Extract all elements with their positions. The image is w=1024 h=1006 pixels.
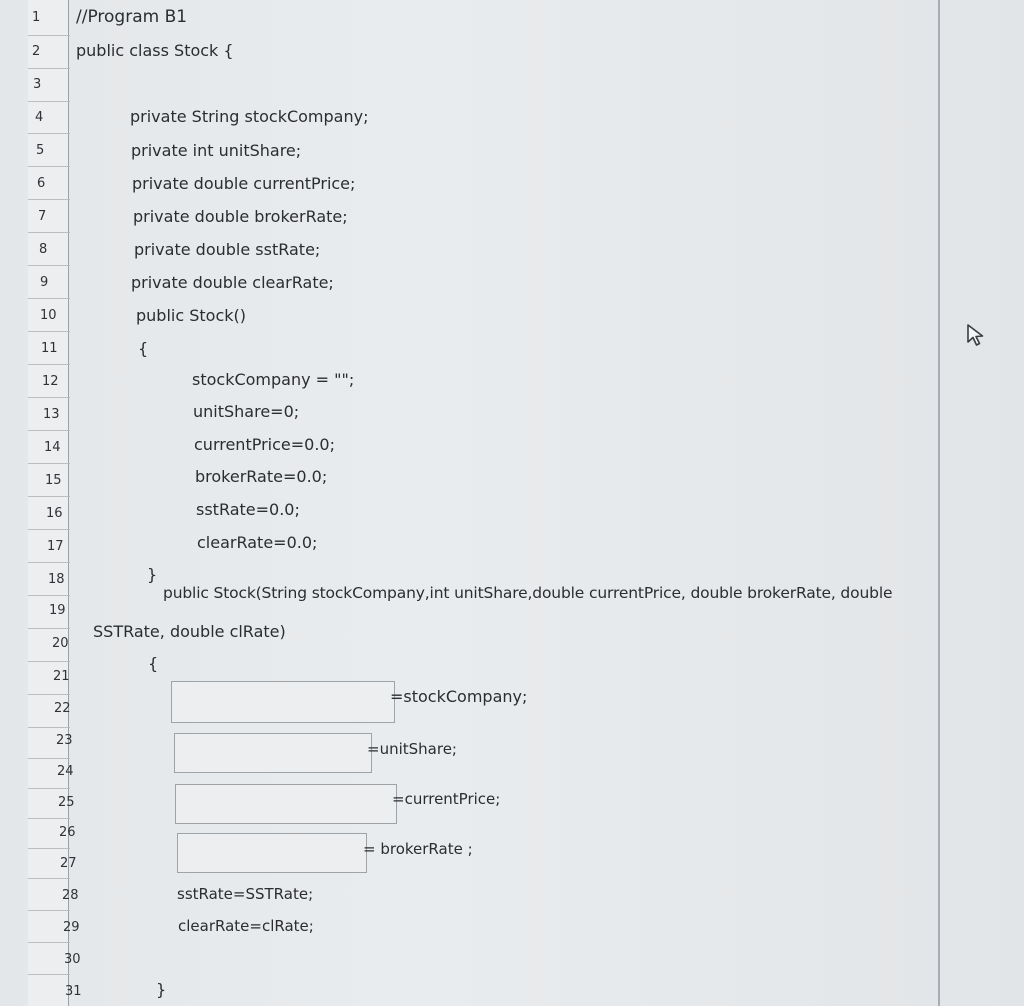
code-line-field: private double brokerRate; xyxy=(133,207,348,226)
line-number: 6 xyxy=(37,176,46,191)
line-number: 11 xyxy=(41,341,58,356)
line-number: 7 xyxy=(38,209,47,224)
code-line-assignment: stockCompany = ""; xyxy=(192,370,355,389)
line-number: 23 xyxy=(56,733,73,748)
line-number: 5 xyxy=(36,143,45,158)
code-line-assignment-rhs: =unitShare; xyxy=(367,740,457,758)
code-line-assignment: currentPrice=0.0; xyxy=(194,435,335,454)
code-line-assignment: clearRate=0.0; xyxy=(197,533,318,552)
code-line-constructor: public Stock(String stockCompany,int unitShare,double currentPrice, double brokerRate, double xyxy=(163,584,893,602)
line-number: 15 xyxy=(45,473,62,488)
line-number: 1 xyxy=(32,10,41,25)
code-line-brace: } xyxy=(147,565,158,584)
line-number: 8 xyxy=(39,242,48,257)
code-line-assignment: unitShare=0; xyxy=(193,402,300,421)
answer-blank-2[interactable] xyxy=(174,733,372,773)
code-line-brace: { xyxy=(138,339,149,358)
line-number: 3 xyxy=(33,77,42,92)
mouse-pointer-icon xyxy=(966,323,988,347)
line-number: 12 xyxy=(42,374,59,389)
line-number: 24 xyxy=(57,764,74,779)
line-number: 14 xyxy=(44,440,61,455)
code-line-constructor-params: SSTRate, double clRate) xyxy=(93,622,286,641)
line-number: 19 xyxy=(49,603,66,618)
line-number: 25 xyxy=(58,795,75,810)
line-number: 22 xyxy=(54,701,71,716)
answer-blank-3[interactable] xyxy=(175,784,397,824)
code-line-field: private double clearRate; xyxy=(131,273,334,292)
code-line-constructor: public Stock() xyxy=(136,306,246,325)
code-line-field: private double sstRate; xyxy=(134,240,321,259)
line-number: 29 xyxy=(63,920,80,935)
line-number: 31 xyxy=(65,984,82,999)
code-line-assignment-rhs: =stockCompany; xyxy=(390,687,528,706)
code-line-brace: } xyxy=(156,980,167,999)
code-line-field: private double currentPrice; xyxy=(132,174,356,193)
code-line-field: private int unitShare; xyxy=(131,141,302,160)
line-number: 9 xyxy=(40,275,49,290)
code-line-assignment-rhs: = brokerRate ; xyxy=(363,840,473,858)
code-line-assignment: clearRate=clRate; xyxy=(178,917,314,935)
code-line-class-declaration: public class Stock { xyxy=(76,41,234,60)
line-number: 26 xyxy=(59,825,76,840)
code-line-brace: { xyxy=(148,654,159,673)
line-number: 2 xyxy=(32,44,41,59)
code-line-assignment-rhs: =currentPrice; xyxy=(392,790,501,808)
answer-blank-4[interactable] xyxy=(177,833,367,873)
code-line-assignment: brokerRate=0.0; xyxy=(195,467,328,486)
line-number: 13 xyxy=(43,407,60,422)
line-number: 30 xyxy=(64,952,81,967)
code-line-field: private String stockCompany; xyxy=(130,107,369,126)
line-number: 18 xyxy=(48,572,65,587)
answer-blank-1[interactable] xyxy=(171,681,395,723)
line-number: 17 xyxy=(47,539,64,554)
line-number: 10 xyxy=(40,308,57,323)
line-number: 20 xyxy=(52,636,69,651)
line-number: 4 xyxy=(35,110,44,125)
code-line-assignment: sstRate=SSTRate; xyxy=(177,885,314,903)
line-number: 28 xyxy=(62,888,79,903)
code-line-comment: //Program B1 xyxy=(76,7,188,27)
line-number: 16 xyxy=(46,506,63,521)
code-line-assignment: sstRate=0.0; xyxy=(196,500,300,519)
line-number: 27 xyxy=(60,856,77,871)
line-number: 21 xyxy=(53,669,70,684)
